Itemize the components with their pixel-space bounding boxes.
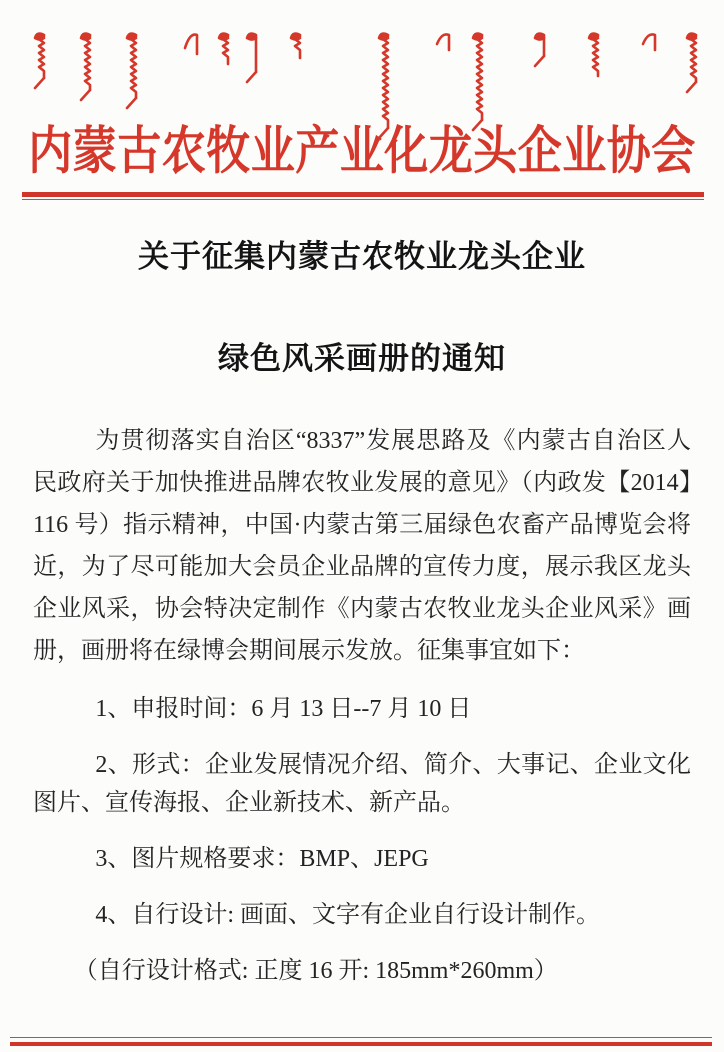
notice-title-line1: 关于征集内蒙古农牧业龙头企业 xyxy=(138,239,586,275)
divider-thin-rule xyxy=(22,199,704,200)
divider-thick-rule xyxy=(22,192,704,197)
mongolian-word-icon xyxy=(434,30,460,60)
org-name-title: 内蒙古农牧业产业化龙头企业协会 xyxy=(28,122,696,181)
footer-thin-rule xyxy=(10,1037,712,1039)
mongolian-word-icon xyxy=(468,30,494,134)
letterhead xyxy=(0,14,724,200)
notice-body xyxy=(0,236,724,990)
item-format: 2、形式：企业发展情况介绍、简介、大事记、企业文化图片、宣传海报、企业新技术、新产品。 xyxy=(33,752,691,817)
mongolian-word-icon xyxy=(584,30,610,90)
mongolian-word-icon xyxy=(682,30,708,96)
mongolian-word-icon xyxy=(242,30,268,86)
mongolian-word-icon xyxy=(530,30,556,70)
mongolian-word-icon xyxy=(286,30,312,72)
letterhead-divider xyxy=(22,192,704,200)
mongolian-word-icon xyxy=(122,30,148,112)
footer-divider xyxy=(10,1037,712,1047)
mongolian-word-icon xyxy=(76,30,102,104)
footer-thick-rule xyxy=(10,1042,712,1047)
mongolian-word-icon xyxy=(640,30,666,60)
notice-title-line2: 绿色风采画册的通知 xyxy=(218,341,506,377)
mongolian-word-icon xyxy=(214,30,240,78)
format-note: （自行设计格式: 正度 16 开: 185mm*260mm） xyxy=(73,958,558,985)
item-self-design: 4、自行设计: 画面、文字有企业自行设计制作。 xyxy=(95,902,601,929)
item-report-time: 1、申报时间：6 月 13 日--7 月 10 日 xyxy=(95,696,472,723)
mongolian-word-icon xyxy=(182,30,208,64)
mongolian-script-banner xyxy=(0,14,724,126)
item-image-spec: 3、图片规格要求：BMP、JEPG xyxy=(95,846,429,873)
mongolian-word-icon xyxy=(30,30,56,92)
intro-paragraph: 为贯彻落实自治区“8337”发展思路及《内蒙古自治区人民政府关于加快推进品牌农牧业发展的意见》（内政发【2014】116 号）指示精神，中国·内蒙古第三届绿色农畜产品博览会将近，为了尽可能加大会员企业品牌的宣传力度，展示我区龙头企业风采，协会特决定制作《内蒙古农牧业龙头企业风采》画册，画册将在绿博会期间展示发放。征集事宜如下： xyxy=(33,428,691,665)
